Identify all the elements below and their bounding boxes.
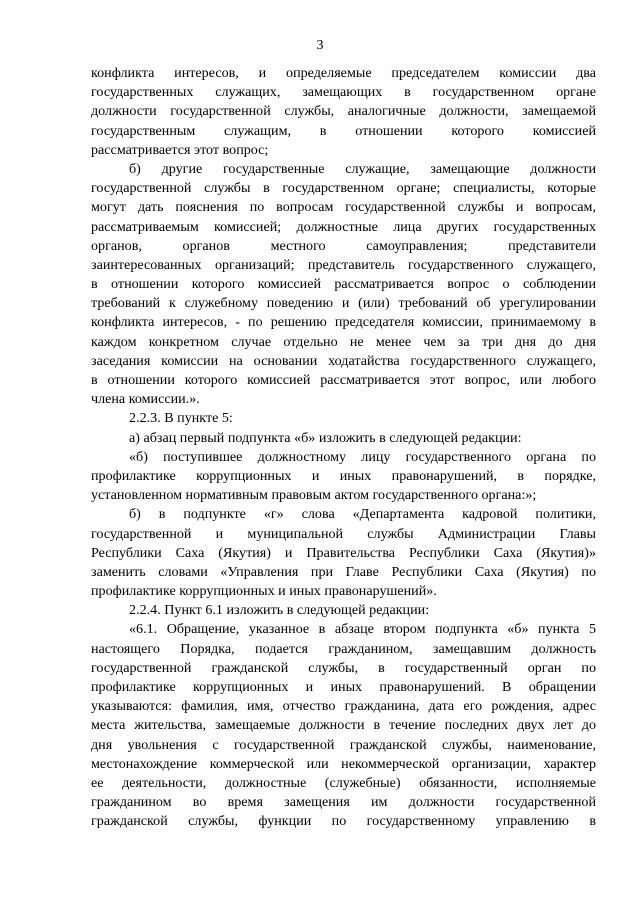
text-line: «б) поступившее должностному лицу государственного органа по xyxy=(129,448,596,465)
text-line: заменить словами «Управления при Главе Республики Саха (Якутия) по xyxy=(91,563,596,580)
text-line: 2.2.4. Пункт 6.1 изложить в следующей редакции: xyxy=(129,602,430,619)
text-line: а) абзац первый подпункта «б» изложить в следующей редакции: xyxy=(129,429,522,446)
text-line: государственной гражданской службы, в государственный орган по xyxy=(91,659,596,676)
text-line: настоящего Порядка, подается гражданином, замещавшим должность xyxy=(91,640,596,657)
text-line: органов, органов местного самоуправления; представители xyxy=(91,237,596,254)
text-line: рассматривается этот вопрос; xyxy=(91,141,269,158)
text-line: б) другие государственные служащие, замещающие должности xyxy=(129,160,596,177)
text-line: установленном нормативным правовым актом государственного органа:»; xyxy=(91,487,537,504)
text-line: государственных служащих, замещающих в государственном органе xyxy=(91,84,596,101)
text-line: государственной и муниципальной службы Администрации Главы xyxy=(91,525,596,542)
text-line: ее деятельности, должностные (служебные) обязанности, исполняемые xyxy=(91,774,596,791)
text-line: профилактике коррупционных и иных правонарушений». xyxy=(91,583,437,600)
text-line: местонахождение коммерческой или некоммерческой организации, характер xyxy=(91,755,596,772)
page-number: 3 xyxy=(316,38,324,53)
text-line: каждом конкретном случае отдельно не менее чем за три дня до дня xyxy=(91,333,596,350)
text-line: 2.2.3. В пункте 5: xyxy=(129,410,233,427)
text-line: профилактике коррупционных и иных правонарушений, в порядке, xyxy=(91,467,596,484)
document-body xyxy=(91,64,596,832)
text-line: в отношении которого комиссией рассматривается этот вопрос, или любого xyxy=(91,372,596,388)
text-line: Республики Саха (Якутия) и Правительства Республики Саха (Якутия)» xyxy=(91,544,596,561)
text-line: указываются: фамилия, имя, отчество гражданина, дата его рождения, адрес xyxy=(91,698,596,715)
text-line: конфликта интересов, и определяемые председателем комиссии два xyxy=(91,65,596,81)
text-line: заседания комиссии на основании ходатайства государственного служащего, xyxy=(91,352,596,369)
text-line: б) в подпункте «г» слова «Департамента кадровой политики, xyxy=(129,506,596,523)
text-line: заинтересованных организаций; представитель государственного служащего, xyxy=(91,256,596,273)
text-line: государственным служащим, в отношении которого комиссией xyxy=(91,122,596,139)
text-line: «6.1. Обращение, указанное в абзаце втором подпункта «б» пункта 5 xyxy=(129,621,596,638)
text-line: конфликта интересов, - по решению председателя комиссии, принимаемому в xyxy=(91,314,596,331)
text-line: могут дать пояснения по вопросам государственной службы и вопросам, xyxy=(91,199,596,216)
text-line: дня увольнения с государственной гражданской службы, наименование, xyxy=(91,736,596,753)
text-line: должности государственной службы, аналогичные должности, замещаемой xyxy=(91,103,596,120)
text-line: места жительства, замещаемые должности в течение последних двух лет до xyxy=(91,717,596,734)
text-line: рассматриваемым комиссией; должностные лица других государственных xyxy=(91,218,596,235)
text-line: в отношении которого комиссией рассматривается вопрос о соблюдении xyxy=(91,276,596,293)
text-line: члена комиссии.». xyxy=(91,391,200,408)
text-line: гражданином во время замещения им должности государственной xyxy=(91,794,596,811)
text-line: гражданской службы, функции по государственному управлению в xyxy=(91,813,596,830)
text-line: государственной службы в государственном органе; специалисты, которые xyxy=(91,180,596,197)
text-line: профилактике коррупционных и иных правонарушений. В обращении xyxy=(91,679,596,695)
text-line: требований к служебному поведению и (или) требований об урегулировании xyxy=(91,295,596,312)
